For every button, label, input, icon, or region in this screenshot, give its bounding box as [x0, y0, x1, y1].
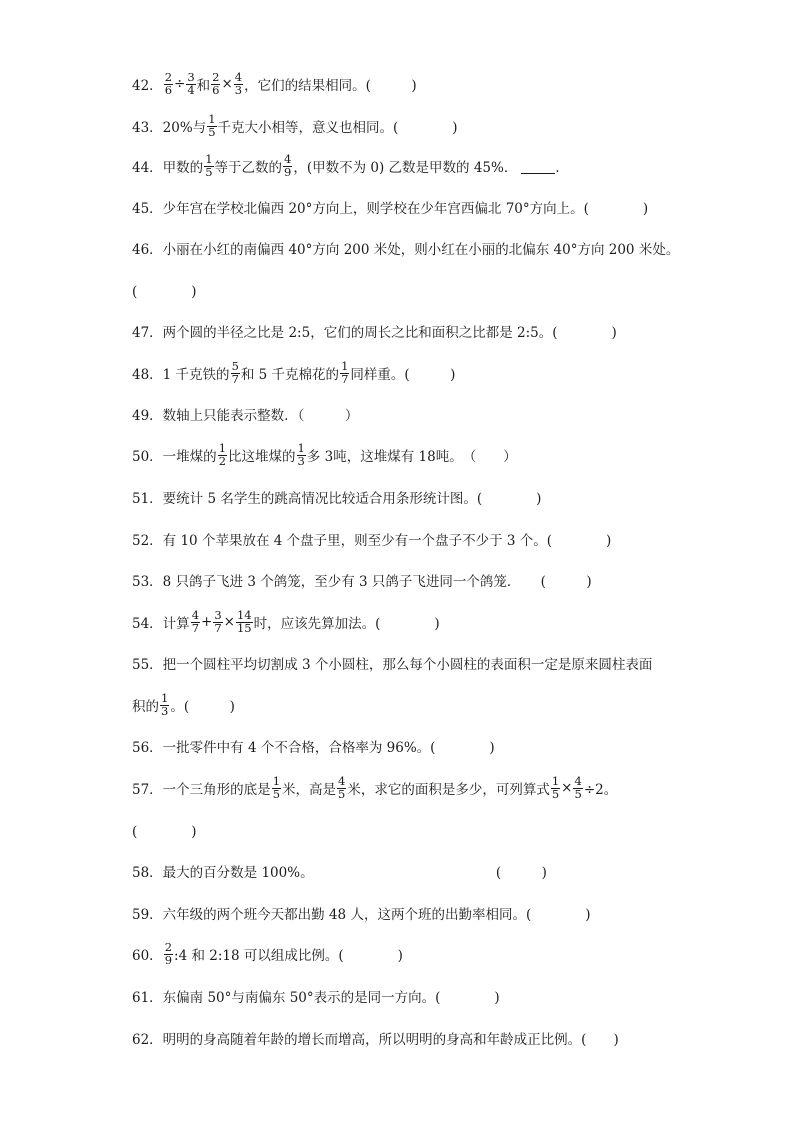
question-line — [132, 400, 358, 428]
fraction — [204, 154, 213, 178]
question-line — [132, 566, 592, 594]
answer-blank[interactable] — [521, 159, 555, 174]
fraction-numerator: 1 — [205, 152, 213, 166]
question-text: 61．东偏南 50°与南偏东 50°表示的是同一方向。( ) — [132, 990, 500, 1006]
fraction — [207, 114, 216, 138]
question-line — [132, 1024, 619, 1052]
question-line — [132, 982, 500, 1010]
question-text: 57．一个三角形的底是 — [132, 782, 271, 798]
question-line — [132, 483, 541, 511]
fraction-denominator: 4 — [187, 82, 195, 97]
question-line — [132, 193, 648, 221]
fraction-denominator: 6 — [212, 82, 220, 97]
question-line — [132, 525, 611, 553]
fraction-denominator: 7 — [191, 620, 200, 635]
question-text: 和 — [196, 78, 211, 94]
fraction — [573, 776, 582, 800]
fraction-denominator: 5 — [551, 786, 560, 801]
question-text: 同样重。( ) — [350, 367, 456, 383]
question-text: 时，应该先算加法。( ) — [253, 616, 440, 632]
question-text: 55．把一个圆柱平均切割成 3 个小圆柱，那么每个小圆柱的表面积一定是原来圆柱表面 — [132, 657, 653, 673]
fraction-denominator: 5 — [574, 786, 582, 801]
question-text: 42． — [132, 78, 163, 94]
fraction-denominator: 9 — [284, 164, 292, 179]
question-text: 和 5 千克棉花的 — [240, 367, 340, 383]
question-text: 米，高是 — [282, 782, 337, 798]
fraction-numerator: 14 — [236, 608, 252, 622]
question-line — [132, 359, 455, 387]
question-line — [132, 317, 617, 345]
question-text: 47．两个圆的半径之比是 2:5，它们的周长之比和面积之比都是 2:5。( ) — [132, 325, 617, 341]
fraction — [283, 154, 292, 178]
fraction-numerator: 4 — [284, 152, 292, 166]
fraction-numerator: 4 — [574, 774, 582, 788]
fraction-denominator: 2 — [218, 453, 227, 468]
question-line — [132, 276, 197, 304]
question-text: :4 和 2:18 可以组成比例。( ) — [174, 948, 403, 964]
question-line — [132, 816, 197, 844]
fraction-denominator: 5 — [338, 786, 346, 801]
fraction — [236, 610, 253, 634]
question-text: 60． — [132, 948, 163, 964]
question-line — [132, 649, 652, 677]
question-line — [132, 152, 569, 180]
question-text: 多 3吨，这堆煤有 18吨。 （ ） — [306, 449, 517, 465]
question-text: 46．小丽在小红的南偏西 40°方向 200 米处，则小红在小丽的北偏东 40°方向 200 米处。 — [132, 242, 680, 258]
fraction-numerator: 4 — [234, 70, 243, 84]
question-text: 53．8 只鸽子飞进 3 个鸽笼，至少有 3 只鸽子飞进同一个鸽笼． ( ) — [132, 574, 592, 590]
fraction-numerator: 1 — [341, 359, 349, 373]
fraction — [297, 443, 306, 467]
question-text: 44．甲数的 — [132, 160, 204, 176]
fraction — [231, 361, 240, 385]
fraction-denominator: 5 — [208, 124, 216, 139]
question-text: 积的 — [132, 699, 159, 715]
fraction-numerator: 3 — [187, 70, 195, 84]
question-text: ( ) — [132, 284, 197, 300]
question-text: × — [221, 76, 233, 92]
fraction-denominator: 3 — [234, 82, 243, 97]
fraction — [551, 776, 560, 800]
fraction-numerator: 1 — [297, 441, 305, 455]
fraction-numerator: 5 — [231, 359, 239, 373]
question-text: 米，求它的面积是多少，可列算式 — [347, 782, 550, 798]
question-text: 48．1 千克铁的 — [132, 367, 230, 383]
fraction-numerator: 4 — [338, 774, 346, 788]
fraction — [160, 693, 169, 717]
fraction-numerator: 2 — [164, 940, 173, 954]
question-text: 。( ) — [170, 699, 235, 715]
question-text: 比这堆煤的 — [228, 449, 296, 465]
question-text: 56．一批零件中有 4 个不合格，合格率为 96%。( ) — [132, 740, 495, 756]
question-line — [132, 899, 590, 927]
fraction-denominator: 7 — [214, 620, 222, 635]
question-text: ÷2。 — [583, 782, 618, 798]
fraction-numerator: 3 — [214, 608, 222, 622]
question-text: 43．20%与 — [132, 120, 207, 136]
fraction — [191, 610, 200, 634]
fraction-denominator: 15 — [236, 620, 252, 635]
question-text: ． — [555, 160, 569, 176]
fraction — [340, 361, 349, 385]
fraction — [213, 610, 222, 634]
fraction-denominator: 7 — [341, 371, 349, 386]
fraction-denominator: 7 — [231, 371, 239, 386]
question-text: 62．明明的身高随着年龄的增长而增高，所以明明的身高和年龄成正比例。( ) — [132, 1032, 619, 1048]
question-line — [132, 857, 547, 885]
fraction — [337, 776, 346, 800]
fraction-denominator: 5 — [272, 786, 281, 801]
question-text: ÷ — [174, 76, 186, 92]
question-text: 54．计算 — [132, 616, 190, 632]
question-text: 等于乙数的 — [214, 160, 283, 176]
question-text: ，(甲数不为 0) 乙数是甲数的 45%． — [293, 160, 518, 176]
question-text: ，它们的结果相同。( ) — [244, 78, 417, 94]
fraction — [234, 72, 243, 96]
question-line — [132, 112, 458, 140]
question-text: 58．最大的百分数是 100%。 ( ) — [132, 865, 547, 881]
fraction-denominator: 6 — [164, 82, 173, 97]
fraction-denominator: 3 — [161, 703, 169, 718]
fraction-numerator: 1 — [208, 112, 216, 126]
question-line — [132, 732, 495, 760]
fraction — [164, 72, 173, 96]
fraction-denominator: 5 — [205, 164, 213, 179]
fraction — [164, 942, 173, 966]
question-line — [132, 234, 679, 262]
fraction — [272, 776, 281, 800]
fraction-numerator: 4 — [191, 608, 200, 622]
question-text: ( ) — [132, 824, 197, 840]
question-line — [132, 441, 517, 469]
question-text: 千克大小相等，意义也相同。( ) — [217, 120, 458, 136]
question-text: 49．数轴上只能表示整数．（ ） — [132, 408, 359, 424]
fraction-numerator: 1 — [551, 774, 560, 788]
fraction-numerator: 1 — [218, 441, 227, 455]
question-line — [132, 940, 403, 968]
fraction-numerator: 1 — [161, 691, 169, 705]
question-line — [132, 691, 235, 719]
question-text: 59．六年级的两个班今天都出勤 48 人，这两个班的出勤率相同。( ) — [132, 907, 591, 923]
question-text: 50．一堆煤的 — [132, 449, 217, 465]
fraction-numerator: 2 — [212, 70, 220, 84]
question-line — [132, 608, 440, 636]
fraction — [218, 443, 227, 467]
question-text: 52．有 10 个苹果放在 4 个盘子里，则至少有一个盘子不少于 3 个。( ) — [132, 533, 612, 549]
fraction — [211, 72, 220, 96]
fraction-numerator: 1 — [272, 774, 281, 788]
fraction-denominator: 3 — [297, 453, 305, 468]
fraction — [186, 72, 195, 96]
fraction-denominator: 9 — [164, 952, 173, 967]
question-text: 45．少年宫在学校北偏西 20°方向上，则学校在少年宫西偏北 70°方向上。( ) — [132, 201, 649, 217]
fraction-numerator: 2 — [164, 70, 173, 84]
question-line — [132, 774, 617, 802]
question-text: × — [223, 614, 235, 630]
question-text: 51．要统计 5 名学生的跳高情况比较适合用条形统计图。( ) — [132, 491, 542, 507]
question-line — [132, 70, 417, 98]
question-text: + — [201, 614, 213, 630]
question-text: × — [561, 780, 573, 796]
